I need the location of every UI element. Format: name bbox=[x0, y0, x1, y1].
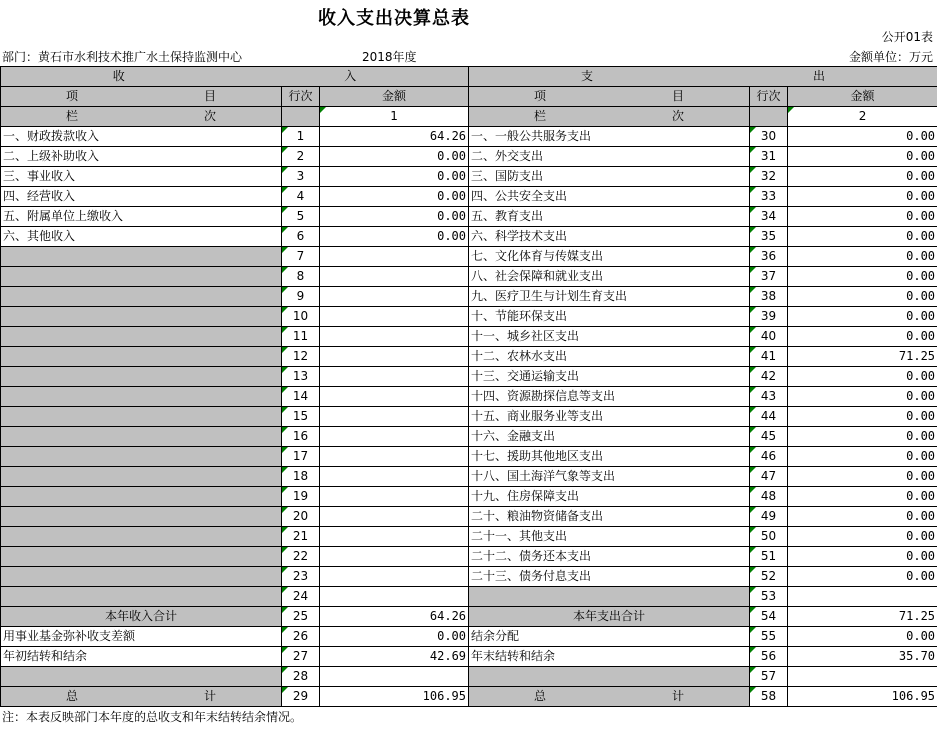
summary-row bbox=[1, 667, 937, 687]
expense-line-no: 44 bbox=[750, 407, 788, 427]
income-amount bbox=[320, 507, 469, 527]
expense-line-no: 33 bbox=[750, 187, 788, 207]
summary-row bbox=[1, 647, 937, 667]
income-amount: 42.69 bbox=[320, 647, 469, 667]
income-total-label: 总 计 bbox=[1, 687, 282, 707]
income-amount bbox=[320, 387, 469, 407]
amount-unit: 金额单位：万元 bbox=[848, 50, 933, 64]
income-line-no: 19 bbox=[282, 487, 320, 507]
income-line-no: 28 bbox=[282, 667, 320, 687]
expense-line-no: 56 bbox=[750, 647, 788, 667]
income-item bbox=[1, 427, 282, 447]
income-line-no: 6 bbox=[282, 227, 320, 247]
income-line-no: 15 bbox=[282, 407, 320, 427]
expense-section-header: 支 出 bbox=[469, 67, 937, 87]
income-amount bbox=[320, 307, 469, 327]
income-summary-label: 年初结转和结余 bbox=[1, 647, 282, 667]
income-amount: 64.26 bbox=[320, 127, 469, 147]
table-row bbox=[1, 207, 937, 227]
income-item bbox=[1, 367, 282, 387]
expense-amount: 0.00 bbox=[788, 487, 937, 507]
expense-line-no: 45 bbox=[750, 427, 788, 447]
expense-amount: 71.25 bbox=[788, 607, 937, 627]
income-amount bbox=[320, 327, 469, 347]
expense-item: 十五、商业服务业等支出 bbox=[469, 407, 750, 427]
expense-amount bbox=[788, 667, 937, 687]
expense-amount: 0.00 bbox=[788, 307, 937, 327]
table-row bbox=[1, 187, 937, 207]
income-item: 五、附属单位上缴收入 bbox=[1, 207, 282, 227]
expense-summary-label bbox=[469, 667, 750, 687]
income-amount bbox=[320, 467, 469, 487]
income-line-no: 2 bbox=[282, 147, 320, 167]
expense-item: 七、文化体育与传媒支出 bbox=[469, 247, 750, 267]
table-row bbox=[1, 367, 937, 387]
income-item: 一、财政拨款收入 bbox=[1, 127, 282, 147]
income-amount: 0.00 bbox=[320, 167, 469, 187]
table-row bbox=[1, 567, 937, 587]
income-item: 四、经营收入 bbox=[1, 187, 282, 207]
income-item bbox=[1, 307, 282, 327]
summary-row bbox=[1, 627, 937, 647]
expense-amount: 35.70 bbox=[788, 647, 937, 667]
table-row bbox=[1, 507, 937, 527]
income-item bbox=[1, 507, 282, 527]
income-summary-label: 本年收入合计 bbox=[1, 607, 282, 627]
income-amount bbox=[320, 567, 469, 587]
income-item bbox=[1, 267, 282, 287]
income-amount bbox=[320, 347, 469, 367]
expense-amount: 0.00 bbox=[788, 447, 937, 467]
expense-item: 五、教育支出 bbox=[469, 207, 750, 227]
income-amount bbox=[320, 547, 469, 567]
income-line-no: 21 bbox=[282, 527, 320, 547]
table-row bbox=[1, 487, 937, 507]
expense-item: 二十二、债务还本支出 bbox=[469, 547, 750, 567]
income-item bbox=[1, 567, 282, 587]
income-summary-label bbox=[1, 667, 282, 687]
expense-amount: 0.00 bbox=[788, 627, 937, 647]
expense-line-no: 47 bbox=[750, 467, 788, 487]
income-line-no: 14 bbox=[282, 387, 320, 407]
income-item bbox=[1, 487, 282, 507]
income-amount bbox=[320, 367, 469, 387]
income-line-no: 17 bbox=[282, 447, 320, 467]
income-line-no: 1 bbox=[282, 127, 320, 147]
expense-amount-header: 金额 bbox=[788, 87, 937, 107]
income-line-no: 4 bbox=[282, 187, 320, 207]
expense-line-no: 37 bbox=[750, 267, 788, 287]
income-amount bbox=[320, 287, 469, 307]
expense-amount: 0.00 bbox=[788, 127, 937, 147]
expense-column-label: 栏 次 bbox=[469, 107, 750, 127]
income-line-no: 24 bbox=[282, 587, 320, 607]
expense-amount: 0.00 bbox=[788, 527, 937, 547]
table-row bbox=[1, 447, 937, 467]
expense-amount: 0.00 bbox=[788, 247, 937, 267]
income-column-number: 1 bbox=[320, 107, 469, 127]
expense-line-no: 41 bbox=[750, 347, 788, 367]
expense-item: 十四、资源勘探信息等支出 bbox=[469, 387, 750, 407]
column-header-row bbox=[1, 87, 937, 107]
income-item bbox=[1, 587, 282, 607]
income-amount bbox=[320, 267, 469, 287]
expense-line-no: 35 bbox=[750, 227, 788, 247]
footnote: 注：本表反映部门本年度的总收支和年末结转结余情况。 bbox=[2, 710, 303, 724]
grand-total-row bbox=[1, 687, 937, 707]
income-amount-header: 金额 bbox=[320, 87, 469, 107]
expense-amount: 0.00 bbox=[788, 327, 937, 347]
income-line-no: 16 bbox=[282, 427, 320, 447]
expense-amount: 0.00 bbox=[788, 167, 937, 187]
section-header-row bbox=[1, 67, 937, 87]
summary-row bbox=[1, 607, 937, 627]
expense-item-header: 项 目 bbox=[469, 87, 750, 107]
income-amount: 0.00 bbox=[320, 627, 469, 647]
expense-item: 十六、金融支出 bbox=[469, 427, 750, 447]
income-total-amount: 106.95 bbox=[320, 687, 469, 707]
expense-item: 九、医疗卫生与计划生育支出 bbox=[469, 287, 750, 307]
expense-line-no: 39 bbox=[750, 307, 788, 327]
income-amount: 0.00 bbox=[320, 187, 469, 207]
report-title: 收入支出决算总表 bbox=[318, 8, 470, 29]
income-amount: 64.26 bbox=[320, 607, 469, 627]
expense-amount: 0.00 bbox=[788, 227, 937, 247]
expense-column-blank bbox=[750, 107, 788, 127]
income-amount bbox=[320, 447, 469, 467]
table-row bbox=[1, 587, 937, 607]
table-row bbox=[1, 467, 937, 487]
income-column-blank bbox=[282, 107, 320, 127]
expense-total-line-no: 58 bbox=[750, 687, 788, 707]
income-item bbox=[1, 447, 282, 467]
income-line-no: 5 bbox=[282, 207, 320, 227]
table-row bbox=[1, 347, 937, 367]
income-line-no: 18 bbox=[282, 467, 320, 487]
expense-item: 十、节能环保支出 bbox=[469, 307, 750, 327]
table-row bbox=[1, 167, 937, 187]
expense-summary-label: 结余分配 bbox=[469, 627, 750, 647]
expense-amount: 0.00 bbox=[788, 287, 937, 307]
expense-total-amount: 106.95 bbox=[788, 687, 937, 707]
income-line-no: 7 bbox=[282, 247, 320, 267]
income-amount bbox=[320, 587, 469, 607]
income-expense-table bbox=[0, 66, 937, 707]
income-line-no: 3 bbox=[282, 167, 320, 187]
table-row bbox=[1, 147, 937, 167]
expense-line-no: 32 bbox=[750, 167, 788, 187]
table-row bbox=[1, 427, 937, 447]
income-summary-label: 用事业基金弥补收支差额 bbox=[1, 627, 282, 647]
expense-line-no: 46 bbox=[750, 447, 788, 467]
expense-item: 二、外交支出 bbox=[469, 147, 750, 167]
expense-column-number: 2 bbox=[788, 107, 937, 127]
expense-line-no: 42 bbox=[750, 367, 788, 387]
expense-line-no-header: 行次 bbox=[750, 87, 788, 107]
income-item bbox=[1, 387, 282, 407]
table-row bbox=[1, 527, 937, 547]
expense-total-label: 总 计 bbox=[469, 687, 750, 707]
income-line-no: 25 bbox=[282, 607, 320, 627]
table-row bbox=[1, 407, 937, 427]
expense-line-no: 40 bbox=[750, 327, 788, 347]
income-item: 二、上级补助收入 bbox=[1, 147, 282, 167]
expense-item: 二十三、债务付息支出 bbox=[469, 567, 750, 587]
income-line-no: 20 bbox=[282, 507, 320, 527]
table-row bbox=[1, 547, 937, 567]
report-year: 2018年度 bbox=[362, 50, 417, 64]
expense-item bbox=[469, 587, 750, 607]
expense-item: 三、国防支出 bbox=[469, 167, 750, 187]
income-item bbox=[1, 287, 282, 307]
column-number-row bbox=[1, 107, 937, 127]
expense-item: 十一、城乡社区支出 bbox=[469, 327, 750, 347]
table-row bbox=[1, 267, 937, 287]
income-amount: 0.00 bbox=[320, 227, 469, 247]
expense-item: 六、科学技术支出 bbox=[469, 227, 750, 247]
income-amount bbox=[320, 667, 469, 687]
expense-amount: 0.00 bbox=[788, 367, 937, 387]
expense-line-no: 54 bbox=[750, 607, 788, 627]
expense-line-no: 36 bbox=[750, 247, 788, 267]
expense-line-no: 30 bbox=[750, 127, 788, 147]
income-section-header: 收 入 bbox=[1, 67, 469, 87]
income-amount bbox=[320, 487, 469, 507]
income-amount bbox=[320, 527, 469, 547]
expense-line-no: 53 bbox=[750, 587, 788, 607]
expense-amount: 0.00 bbox=[788, 427, 937, 447]
expense-summary-label: 年末结转和结余 bbox=[469, 647, 750, 667]
expense-line-no: 57 bbox=[750, 667, 788, 687]
expense-amount: 0.00 bbox=[788, 387, 937, 407]
income-item bbox=[1, 247, 282, 267]
expense-amount: 71.25 bbox=[788, 347, 937, 367]
income-line-no: 13 bbox=[282, 367, 320, 387]
table-row bbox=[1, 247, 937, 267]
expense-summary-label: 本年支出合计 bbox=[469, 607, 750, 627]
expense-line-no: 49 bbox=[750, 507, 788, 527]
income-item bbox=[1, 467, 282, 487]
income-item: 三、事业收入 bbox=[1, 167, 282, 187]
income-total-line-no: 29 bbox=[282, 687, 320, 707]
expense-line-no: 50 bbox=[750, 527, 788, 547]
expense-item: 四、公共安全支出 bbox=[469, 187, 750, 207]
expense-amount: 0.00 bbox=[788, 407, 937, 427]
income-item bbox=[1, 547, 282, 567]
expense-amount: 0.00 bbox=[788, 507, 937, 527]
income-item bbox=[1, 527, 282, 547]
income-line-no: 8 bbox=[282, 267, 320, 287]
table-row bbox=[1, 307, 937, 327]
expense-line-no: 55 bbox=[750, 627, 788, 647]
expense-item: 一、一般公共服务支出 bbox=[469, 127, 750, 147]
expense-line-no: 48 bbox=[750, 487, 788, 507]
income-line-no: 11 bbox=[282, 327, 320, 347]
form-number: 公开01表 bbox=[881, 30, 933, 44]
expense-amount: 0.00 bbox=[788, 467, 937, 487]
income-item bbox=[1, 327, 282, 347]
expense-item: 二十、粮油物资储备支出 bbox=[469, 507, 750, 527]
department-label: 部门：黄石市水利技术推广水土保持监测中心 bbox=[2, 50, 243, 64]
expense-line-no: 51 bbox=[750, 547, 788, 567]
expense-amount: 0.00 bbox=[788, 267, 937, 287]
income-item bbox=[1, 347, 282, 367]
expense-line-no: 43 bbox=[750, 387, 788, 407]
income-line-no: 23 bbox=[282, 567, 320, 587]
expense-item: 十二、农林水支出 bbox=[469, 347, 750, 367]
expense-line-no: 38 bbox=[750, 287, 788, 307]
income-amount: 0.00 bbox=[320, 147, 469, 167]
income-item bbox=[1, 407, 282, 427]
income-column-label: 栏 次 bbox=[1, 107, 282, 127]
expense-amount: 0.00 bbox=[788, 547, 937, 567]
expense-amount: 0.00 bbox=[788, 207, 937, 227]
expense-amount: 0.00 bbox=[788, 187, 937, 207]
income-item-header: 项 目 bbox=[1, 87, 282, 107]
income-amount bbox=[320, 427, 469, 447]
expense-item: 八、社会保障和就业支出 bbox=[469, 267, 750, 287]
expense-amount: 0.00 bbox=[788, 567, 937, 587]
expense-item: 十九、住房保障支出 bbox=[469, 487, 750, 507]
income-line-no-header: 行次 bbox=[282, 87, 320, 107]
expense-item: 十七、援助其他地区支出 bbox=[469, 447, 750, 467]
income-amount bbox=[320, 247, 469, 267]
expense-item: 十三、交通运输支出 bbox=[469, 367, 750, 387]
income-amount bbox=[320, 407, 469, 427]
income-line-no: 22 bbox=[282, 547, 320, 567]
income-line-no: 9 bbox=[282, 287, 320, 307]
expense-amount bbox=[788, 587, 937, 607]
table-row bbox=[1, 327, 937, 347]
income-line-no: 26 bbox=[282, 627, 320, 647]
expense-line-no: 31 bbox=[750, 147, 788, 167]
table-row bbox=[1, 387, 937, 407]
expense-item: 二十一、其他支出 bbox=[469, 527, 750, 547]
income-item: 六、其他收入 bbox=[1, 227, 282, 247]
table-row bbox=[1, 227, 937, 247]
table-row bbox=[1, 287, 937, 307]
expense-item: 十八、国土海洋气象等支出 bbox=[469, 467, 750, 487]
table-row bbox=[1, 127, 937, 147]
income-line-no: 12 bbox=[282, 347, 320, 367]
expense-line-no: 52 bbox=[750, 567, 788, 587]
income-line-no: 27 bbox=[282, 647, 320, 667]
expense-amount: 0.00 bbox=[788, 147, 937, 167]
income-amount: 0.00 bbox=[320, 207, 469, 227]
income-line-no: 10 bbox=[282, 307, 320, 327]
expense-line-no: 34 bbox=[750, 207, 788, 227]
